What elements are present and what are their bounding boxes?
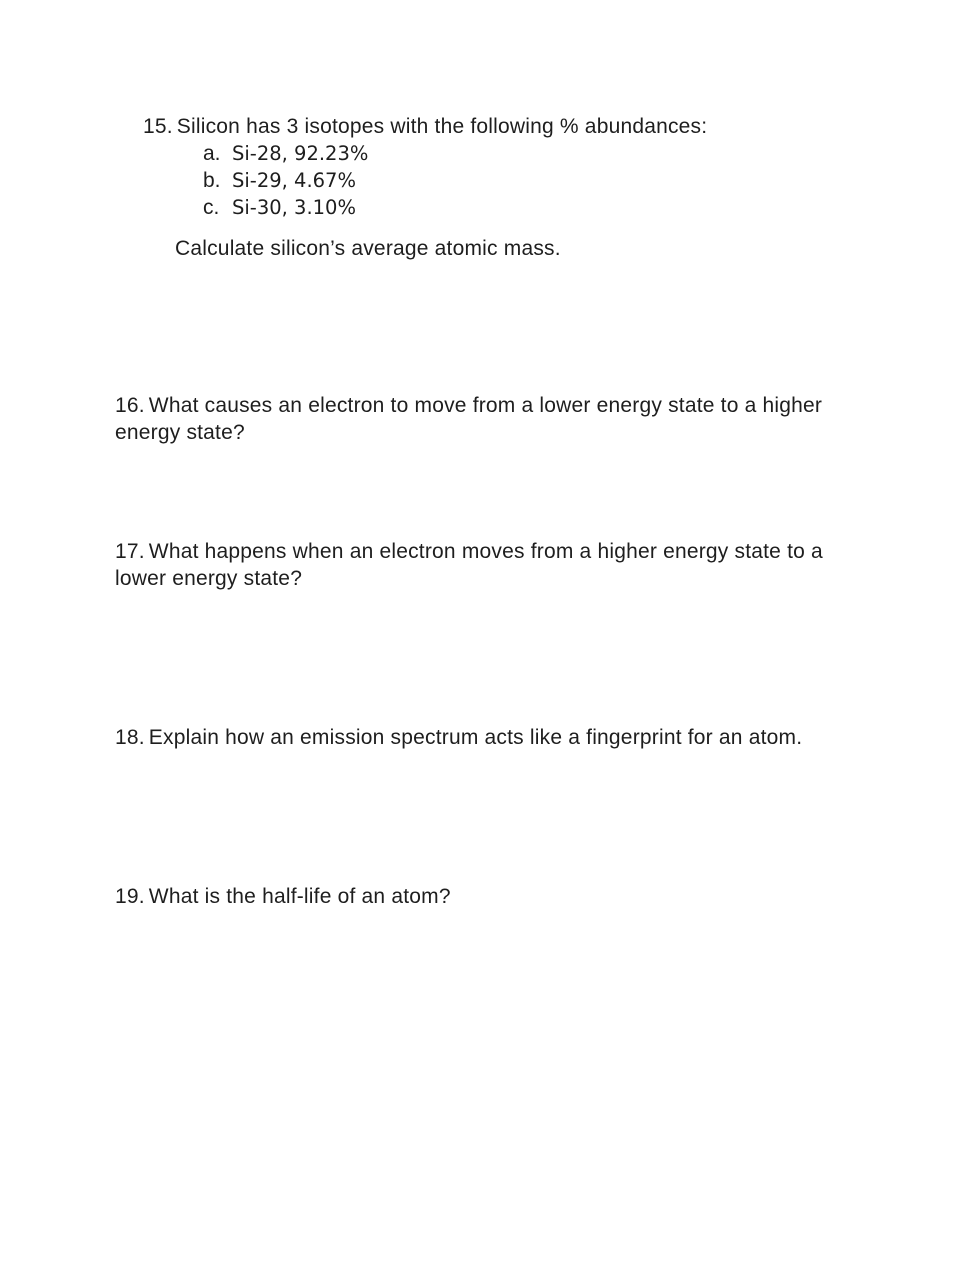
question-16-number: 16. bbox=[115, 394, 145, 417]
question-17-text: What happens when an electron moves from a higher energy state to a lower energy state? bbox=[115, 540, 823, 590]
question-16 bbox=[115, 392, 845, 446]
question-15-text: Silicon has 3 isotopes with the following % abundances: bbox=[176, 115, 708, 138]
sub-item-value: Si-29, 4.67% bbox=[232, 169, 356, 192]
question-15-sublist bbox=[203, 140, 979, 221]
question-18-number: 18. bbox=[115, 726, 145, 749]
sub-item-letter: a. bbox=[203, 142, 221, 165]
question-18 bbox=[115, 724, 855, 751]
question-17 bbox=[115, 538, 860, 592]
list-item bbox=[203, 167, 979, 194]
question-19-number: 19. bbox=[115, 885, 145, 908]
sub-item-value: Si-28, 92.23% bbox=[232, 142, 369, 165]
sub-item-letter: c. bbox=[203, 196, 220, 219]
question-19 bbox=[115, 883, 855, 910]
question-16-text: What causes an electron to move from a lower energy state to a higher energy state? bbox=[115, 394, 823, 444]
question-15 bbox=[143, 113, 979, 262]
question-19-text: What is the half-life of an atom? bbox=[148, 885, 451, 908]
question-18-text: Explain how an emission spectrum acts like a fingerprint for an atom. bbox=[148, 726, 803, 749]
question-15-prompt bbox=[143, 113, 979, 140]
question-17-number: 17. bbox=[115, 540, 145, 563]
list-item bbox=[203, 194, 979, 221]
question-15-number: 15. bbox=[143, 115, 173, 138]
sub-item-letter: b. bbox=[203, 169, 221, 192]
question-15-followup: Calculate silicon’s average atomic mass. bbox=[175, 237, 561, 260]
sub-item-value: Si-30, 3.10% bbox=[232, 196, 356, 219]
list-item bbox=[203, 140, 979, 167]
